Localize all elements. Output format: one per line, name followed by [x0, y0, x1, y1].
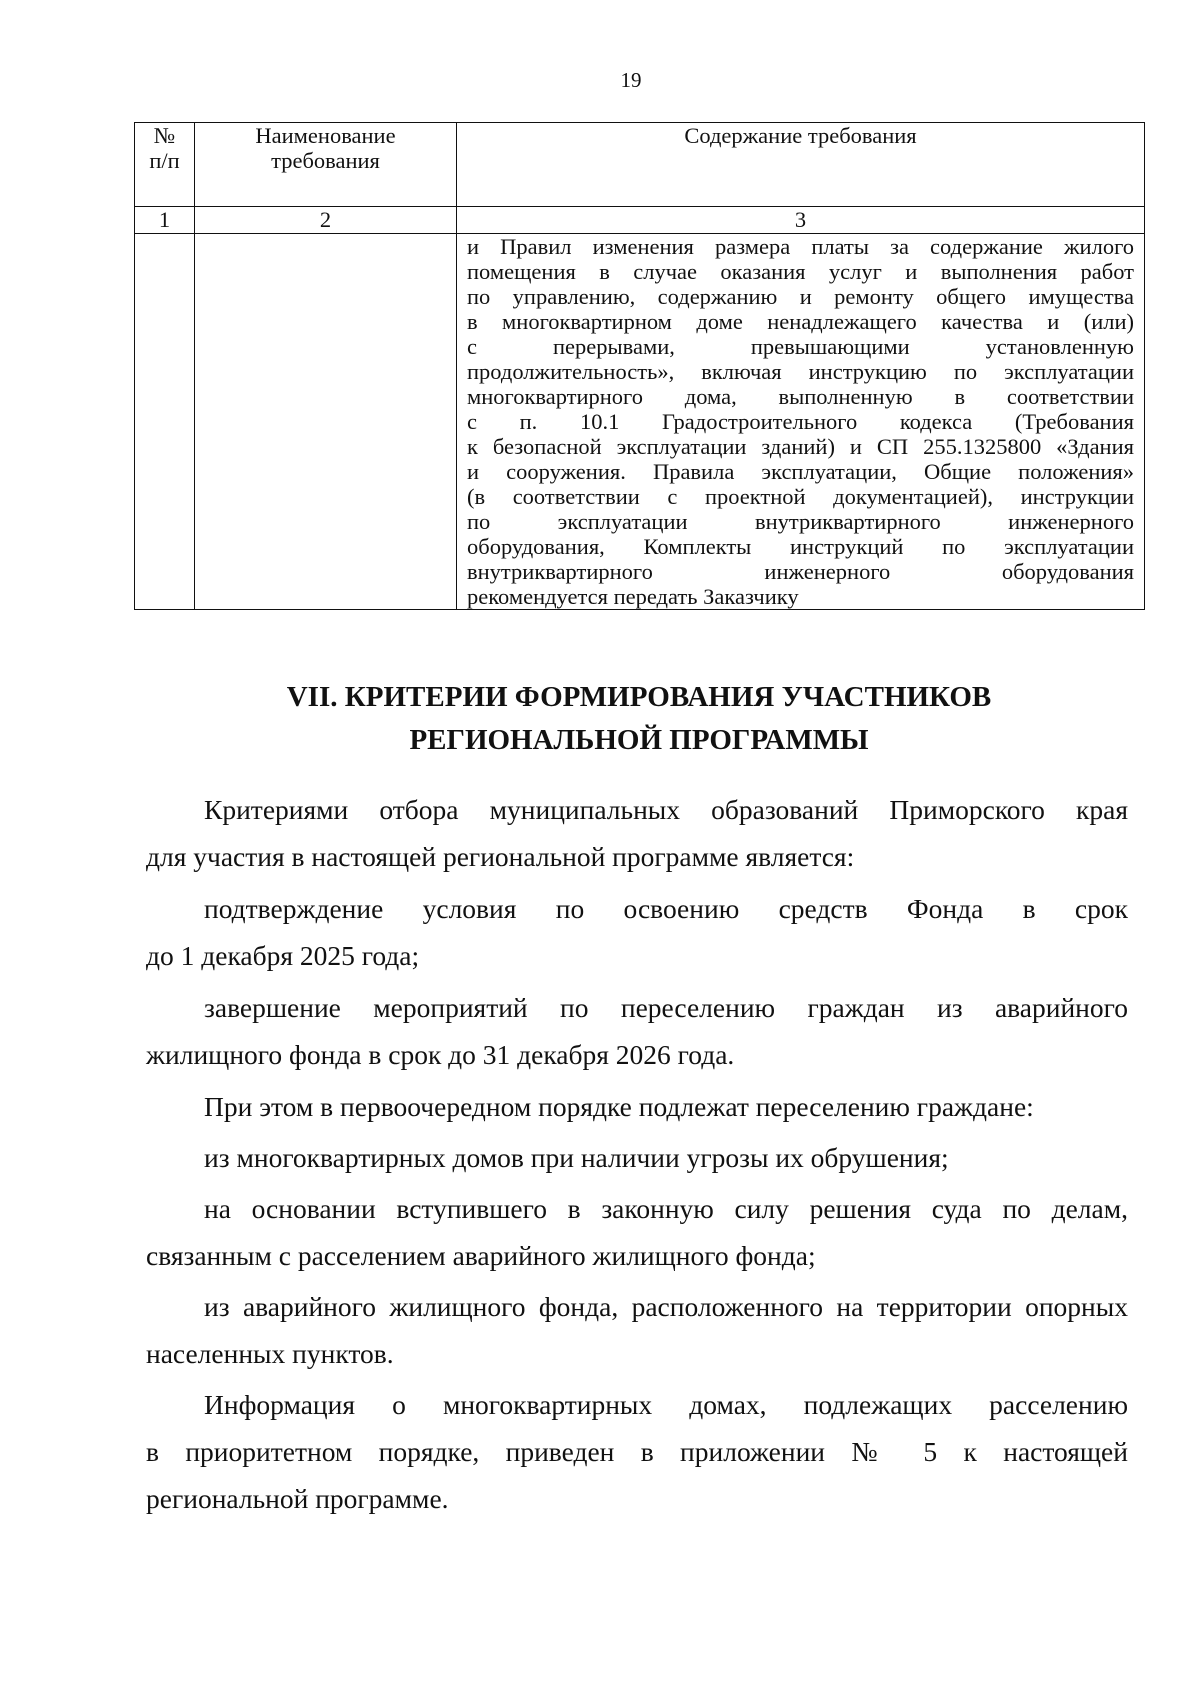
- section-title-line: VII. КРИТЕРИИ ФОРМИРОВАНИЯ УЧАСТНИКОВ: [286, 681, 992, 713]
- paragraph-line: При этом в первоочередном порядке подлежат переселению граждане:: [204, 1091, 1034, 1122]
- content-line: по эксплуатации внутриквартирного инженерного: [467, 509, 1134, 534]
- paragraph-line: Критериями отбора муниципальных образований Приморского края: [204, 794, 1128, 825]
- content-line: по управлению, содержанию и ремонту общего имущества: [467, 284, 1134, 309]
- content-line: и Правил изменения размера платы за содержание жилого: [467, 234, 1134, 259]
- paragraph-line: региональной программе.: [146, 1483, 449, 1514]
- paragraph-line: населенных пунктов.: [146, 1338, 394, 1369]
- table-row: [135, 234, 1145, 610]
- column-number-1: 1: [135, 207, 195, 234]
- paragraph: [146, 1283, 1128, 1377]
- page-number: 19: [620, 68, 642, 92]
- column-number-3: 3: [457, 207, 1145, 234]
- header-requirement-name: Наименование требования: [195, 123, 457, 207]
- row-content-cell: [457, 234, 1145, 610]
- content-line: помещения в случае оказания услуг и выполнения работ: [467, 259, 1134, 284]
- paragraph: [146, 984, 1128, 1078]
- paragraph-line: для участия в настоящей региональной программе является:: [146, 841, 855, 872]
- content-line: в многоквартирном доме ненадлежащего качества и (или): [467, 309, 1134, 334]
- paragraph: [146, 1381, 1128, 1522]
- paragraph-line: до 1 декабря 2025 года;: [146, 940, 420, 971]
- requirements-table: [134, 122, 1145, 610]
- paragraph: [146, 786, 1128, 880]
- paragraph: [146, 1185, 1128, 1279]
- header-requirement-content: Содержание требования: [457, 123, 1145, 207]
- paragraph-line: Информация о многоквартирных домах, подлежащих расселению: [204, 1389, 1128, 1420]
- paragraph-line: из аварийного жилищного фонда, расположенного на территории опорных: [204, 1291, 1128, 1322]
- content-line: и сооружения. Правила эксплуатации, Общие положения»: [467, 459, 1134, 484]
- content-line: с п. 10.1 Градостроительного кодекса (Требования: [467, 409, 1134, 434]
- row-number-cell: [135, 234, 195, 610]
- content-line: оборудования, Комплекты инструкций по эксплуатации: [467, 534, 1134, 559]
- paragraph-line: связанным с расселением аварийного жилищного фонда;: [146, 1240, 816, 1271]
- content-line: с перерывами, превышающими установленную: [467, 334, 1134, 359]
- paragraph-line: подтверждение условия по освоению средств Фонда в срок: [204, 893, 1128, 924]
- table-header-row: [135, 123, 1145, 207]
- paragraph-line: на основании вступившего в законную силу решения суда по делам,: [204, 1193, 1128, 1224]
- header-number: № п/п: [135, 123, 195, 207]
- row-name-cell: [195, 234, 457, 610]
- paragraph-line: в приоритетном порядке, приведен в приложении № 5 к настоящей: [146, 1436, 1128, 1467]
- section-title: [134, 676, 1144, 762]
- content-line: к безопасной эксплуатации зданий) и СП 255.1325800 «Здания: [467, 434, 1134, 459]
- paragraph: [146, 1083, 1128, 1130]
- paragraph-line: жилищного фонда в срок до 31 декабря 2026 года.: [146, 1039, 735, 1070]
- paragraph: [146, 885, 1128, 979]
- column-number-2: 2: [195, 207, 457, 234]
- content-line: (в соответствии с проектной документацией), инструкции: [467, 484, 1134, 509]
- paragraph-line: завершение мероприятий по переселению граждан из аварийного: [204, 992, 1128, 1023]
- content-line: рекомендуется передать Заказчику: [467, 584, 799, 609]
- content-line: многоквартирного дома, выполненную в соответствии: [467, 384, 1134, 409]
- table-column-numbers-row: [135, 207, 1145, 234]
- section-title-line: РЕГИОНАЛЬНОЙ ПРОГРАММЫ: [409, 724, 869, 756]
- content-line: внутриквартирного инженерного оборудования: [467, 559, 1134, 584]
- paragraph: [146, 1134, 1128, 1181]
- paragraph-line: из многоквартирных домов при наличии угрозы их обрушения;: [204, 1142, 949, 1173]
- content-line: продолжительность», включая инструкцию по эксплуатации: [467, 359, 1134, 384]
